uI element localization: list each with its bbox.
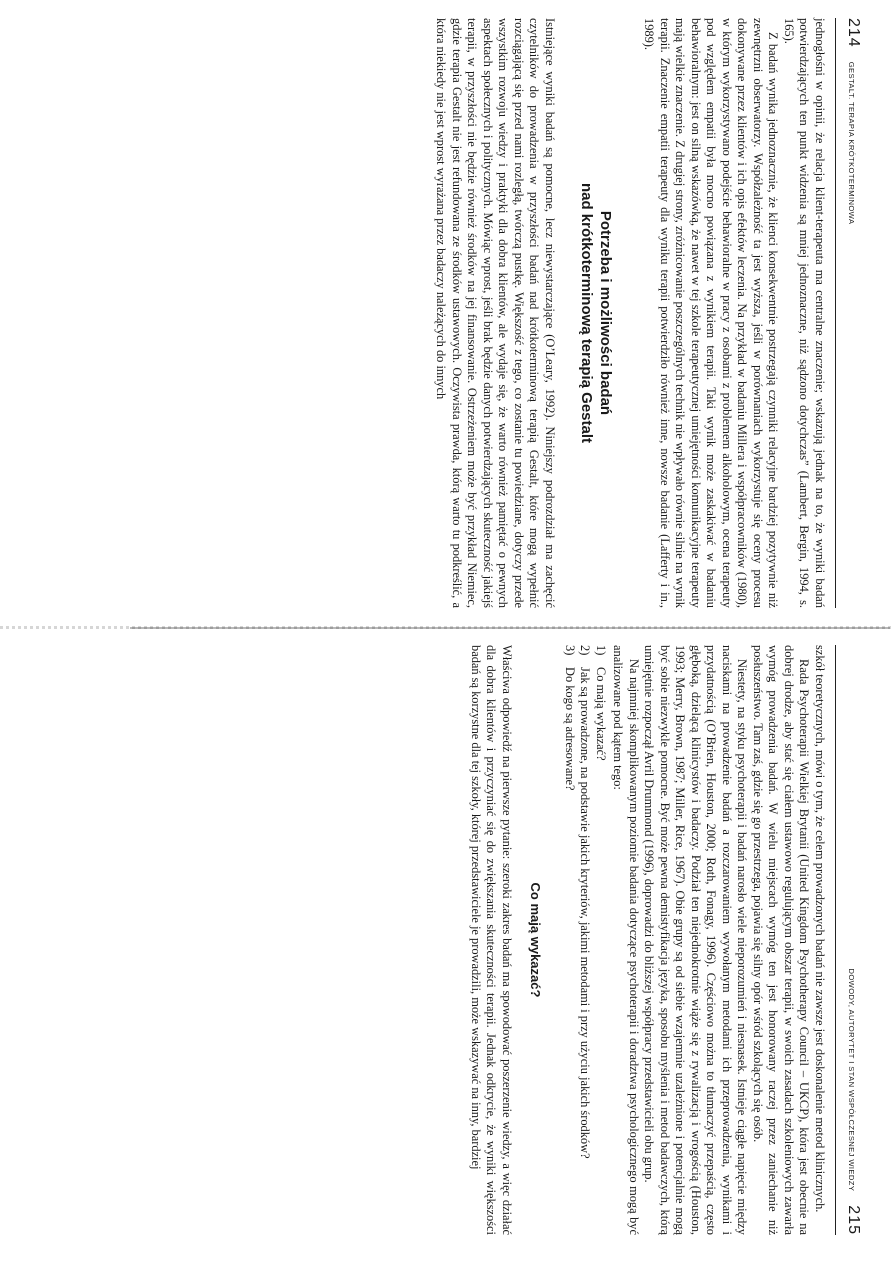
list-item <box>562 645 578 1235</box>
list-text: Co mają wykazać? <box>594 667 608 761</box>
list-number: 2) <box>578 645 593 656</box>
running-head <box>835 18 862 608</box>
paragraph: Na najmniej skomplikowanym poziomie badania dotyczące psychoterapii i doradztwa psychologicznego mogą być analizowane pod kątem tego: <box>611 645 641 1235</box>
list-number: 1) <box>594 645 608 656</box>
paragraph: Niestety, na styku psychoterapii i badań narosło wiele nieporozumień i niesnasek. Istnieje ciągłe napięcie między naciskami na prowadzenie badań a rozczarowaniem wywołanym metodami ich przeprowadzenia, wynikami i przydatnością (O’Brien, Houston, 2000; Roth, Fonagy, 1996). Częściowo można to tłumaczyć przepaścią, często głęboką, dzielącą klinicystów i badaczy. Podział ten niejednokrotnie wiąże się z rywalizacją i wrogością (Houston, 1993; Merry, Brown, 1987; Miller, Rice, 1967). Obie grupy są od siebie wzajemnie uzależnione i potencjalnie mogą być sobie niezwykle pomocne. Być może pewna demistyfikacja języka, sposobu myślenia i metod badawczych, którą umiejętnie rozpoczął Avril Drummond (1996), doprowadzi do bliższej współpracy przedstawicieli obu grup. <box>642 645 750 1235</box>
page-number: 214 <box>845 18 862 48</box>
section-heading-line: nad krótkoterminową terapią Gestalt <box>578 182 595 444</box>
paragraph: Istniejące wyniki badań są pomocne, lecz niewystarczające (O’Leary, 1992). Niniejszy podrozdział ma zachęcić czytelników do prowadzenia w przyszłości badań nad krótkoterminową terapią Gestalt, które mogą wypełnić rozciągającą się przed nami rozległą, twórczą pustkę. Większość z tego, co zostanie tu powiedziane, dotyczy przede wszystkim rozwoju wiedzy i praktyki dla dobra klientów, ale wydaje się, że warto również pamiętać o pewnych aspektach społecznych i politycznych. Mówiąc wprost, jeśli brak będzie danych potwierdzających skuteczność jakiejś terapii, w przyszłości nie będzie również środków na jej finansowanie. Ostrzeżeniem może być przykład Niemiec, gdzie terapia Gestalt nie jest refundowana ze środków ustawowych. Oczywista prawda, którą warto tu podkreślić, a która niekiedy nie jest wprost wyrażana przez badaczy należących do innych <box>434 18 557 608</box>
paragraph: Właściwa odpowiedź na pierwsze pytanie: szeroki zakres badań ma spowodować poszerzenie wiedzy, a więc działać dla dobra klientów i przyczyniać się do zwiększania skuteczności terapii. Jednak odkrycie, że wyniki większości badań są korzystne dla tej szkoły, której przedstawiciele je prowadzili, może wskazywać na inny, bardziej <box>469 645 514 1235</box>
running-title: GESTALT. TERAPIA KRÓTKOTERMINOWA <box>847 61 856 225</box>
book-page-left <box>157 18 862 608</box>
paragraph: Rada Psychoterapii Wielkiej Brytanii (United Kingdom Psychotherapy Council – UKCP), która jest obecnie na dobrej drodze, aby stać się ciałem ustawowo regulującym obszar terapii, w swoich zasadach szkoleniowych zawarła wymóg prowadzenia badań. W wielu miejscach wymóg ten jest honorowany raczej przez zaniechanie niż posłuszeństwo. Tam zaś, gdzie się go przestrzega, pojawia się silny opór wśród szkolących się osób. <box>751 645 812 1235</box>
running-title: DOWODY, AUTORYTET I STAN WSPÓŁCZESNEJ WIEDZY <box>847 968 856 1192</box>
body-text <box>433 18 827 608</box>
list-text: Jak są prowadzone, na podstawie jakich kryteriów, jakimi metodami i przy użyciu jakich środków? <box>578 667 593 1159</box>
list-number: 3) <box>563 645 577 656</box>
list-text: Do kogo są adresowane? <box>563 667 577 791</box>
paragraph: Z badań wynika jednoznacznie, że klienci konsekwentnie postrzegają czynniki relacyjne bardziej pozytywnie niż zewnętrzni obserwatorzy. Współzależność ta jest wyższa, jeśli w porównaniach wykorzystuje się oceny procesu dokonywane przez klientów i ich opis efektów leczenia. Na przykład w badaniu Millera i współpracowników (1980), w którym wykorzystywano podejście behawioralne w pracy z osobami z problemem alkoholowym, ocena terapeuty pod względem empatii była mocno powiązana z wynikiem terapii. Taki wynik może zaskakiwać w badaniu behawioralnym: jest on silną wskazówką, że nawet w tej szkole terapeutycznej umiejętności komunikacyjne terapeuty mają wielkie znaczenie. Z drugiej strony, zróżnicowanie poszczególnych technik nie wpływało równie silnie na wynik terapii. Znaczenie empatii terapeuty dla wyniku terapii potwierdziło również inne, nowsze badanie (Lafferty i in., 1989). <box>642 18 781 608</box>
paragraph: jednogłośni w opinii, że relacja klient-terapeuta ma centralne znaczenie; wskazują jednak na to, że wyniki badań potwierdzających ten punkt widzenia są mniej jednoznaczne, niż sądzono dotychczas” (Lambert, Bergin, 1994, s. 165). <box>782 18 827 608</box>
list-item <box>593 645 609 1235</box>
book-page-right <box>157 645 862 1235</box>
subheading: Co mają wykazać? <box>528 882 544 998</box>
question-list <box>562 645 609 1235</box>
section-heading <box>577 18 615 608</box>
running-head <box>835 645 862 1235</box>
list-item <box>577 645 593 1235</box>
page-number: 215 <box>845 1205 862 1235</box>
paragraph: szkół teoretycznych, mówi o tym, że celem prowadzonych badań nie zawsze jest doskonalenie metod klinicznych. <box>813 645 827 1213</box>
section-heading-line: Potrzeba i możliwości badań <box>597 210 614 416</box>
gutter-shadow <box>130 627 890 629</box>
body-text <box>468 645 828 1235</box>
